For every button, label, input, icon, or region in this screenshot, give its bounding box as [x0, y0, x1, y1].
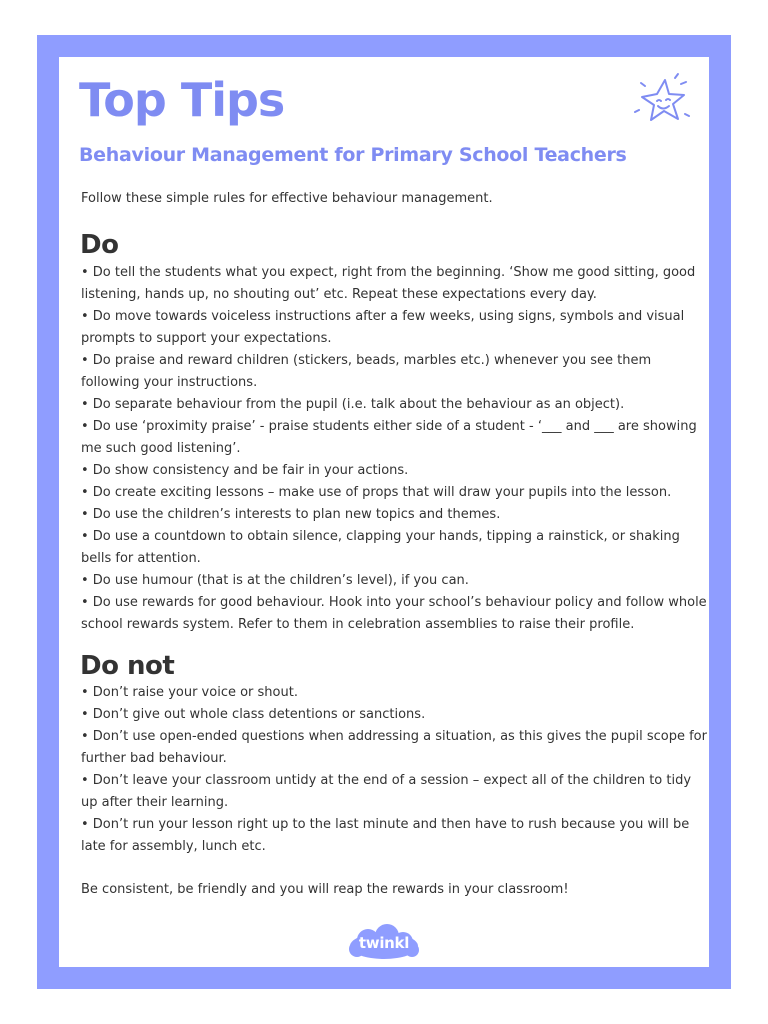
list-item: • Don’t leave your classroom untidy at the end of a session – expect all of the children to tidy up after their learning.	[81, 773, 692, 810]
list-item: • Don’t raise your voice or shout.	[81, 685, 298, 700]
list-item: • Do create exciting lessons – make use of props that will draw your pupils into the lesson.	[81, 485, 672, 500]
list-item: • Do use rewards for good behaviour. Hook into your school’s behaviour policy and follow whole school rewards system. Refer to them in celebration assemblies to raise their profile.	[81, 595, 707, 632]
list-item: • Do show consistency and be fair in your actions.	[81, 463, 409, 478]
twinkl-logo	[343, 922, 425, 964]
list-item: • Don’t use open-ended questions when addressing a situation, as this gives the pupil scope for further bad behaviour.	[81, 729, 707, 766]
page-subtitle: Behaviour Management for Primary School Teachers	[79, 144, 627, 166]
list-item: • Do use ‘proximity praise’ - praise students either side of a student - ‘___ and ___ are showing me such good listening’.	[81, 419, 697, 456]
do-list	[81, 262, 711, 636]
list-item: • Do separate behaviour from the pupil (i.e. talk about the behaviour as an object).	[81, 397, 625, 412]
list-item: • Do use the children’s interests to plan new topics and themes.	[81, 507, 501, 522]
list-item: • Do use humour (that is at the children’s level), if you can.	[81, 573, 469, 588]
list-item: • Do tell the students what you expect, right from the beginning. ‘Show me good sitting, good listening, hands up, no shouting out’ etc. Repeat these expectations every day.	[81, 265, 696, 302]
smiling-star-icon	[631, 70, 693, 134]
do-not-list	[81, 682, 711, 858]
closing-text: Be consistent, be friendly and you will reap the rewards in your classroom!	[81, 882, 569, 897]
logo-text: twinkl	[358, 934, 410, 952]
intro-text: Follow these simple rules for effective behaviour management.	[81, 191, 493, 206]
list-item: • Do move towards voiceless instructions after a few weeks, using signs, symbols and visual prompts to support your expectations.	[81, 309, 685, 346]
list-item: • Don’t give out whole class detentions or sanctions.	[81, 707, 426, 722]
list-item: • Don’t run your lesson right up to the last minute and then have to rush because you will be late for assembly, lunch etc.	[81, 817, 690, 854]
page-title: Top Tips	[79, 73, 285, 127]
list-item: • Do praise and reward children (stickers, beads, marbles etc.) whenever you see them following your instructions.	[81, 353, 652, 390]
do-heading: Do	[80, 230, 119, 260]
list-item: • Do use a countdown to obtain silence, clapping your hands, tipping a rainstick, or shaking bells for attention.	[81, 529, 680, 566]
do-not-heading: Do not	[80, 651, 175, 681]
